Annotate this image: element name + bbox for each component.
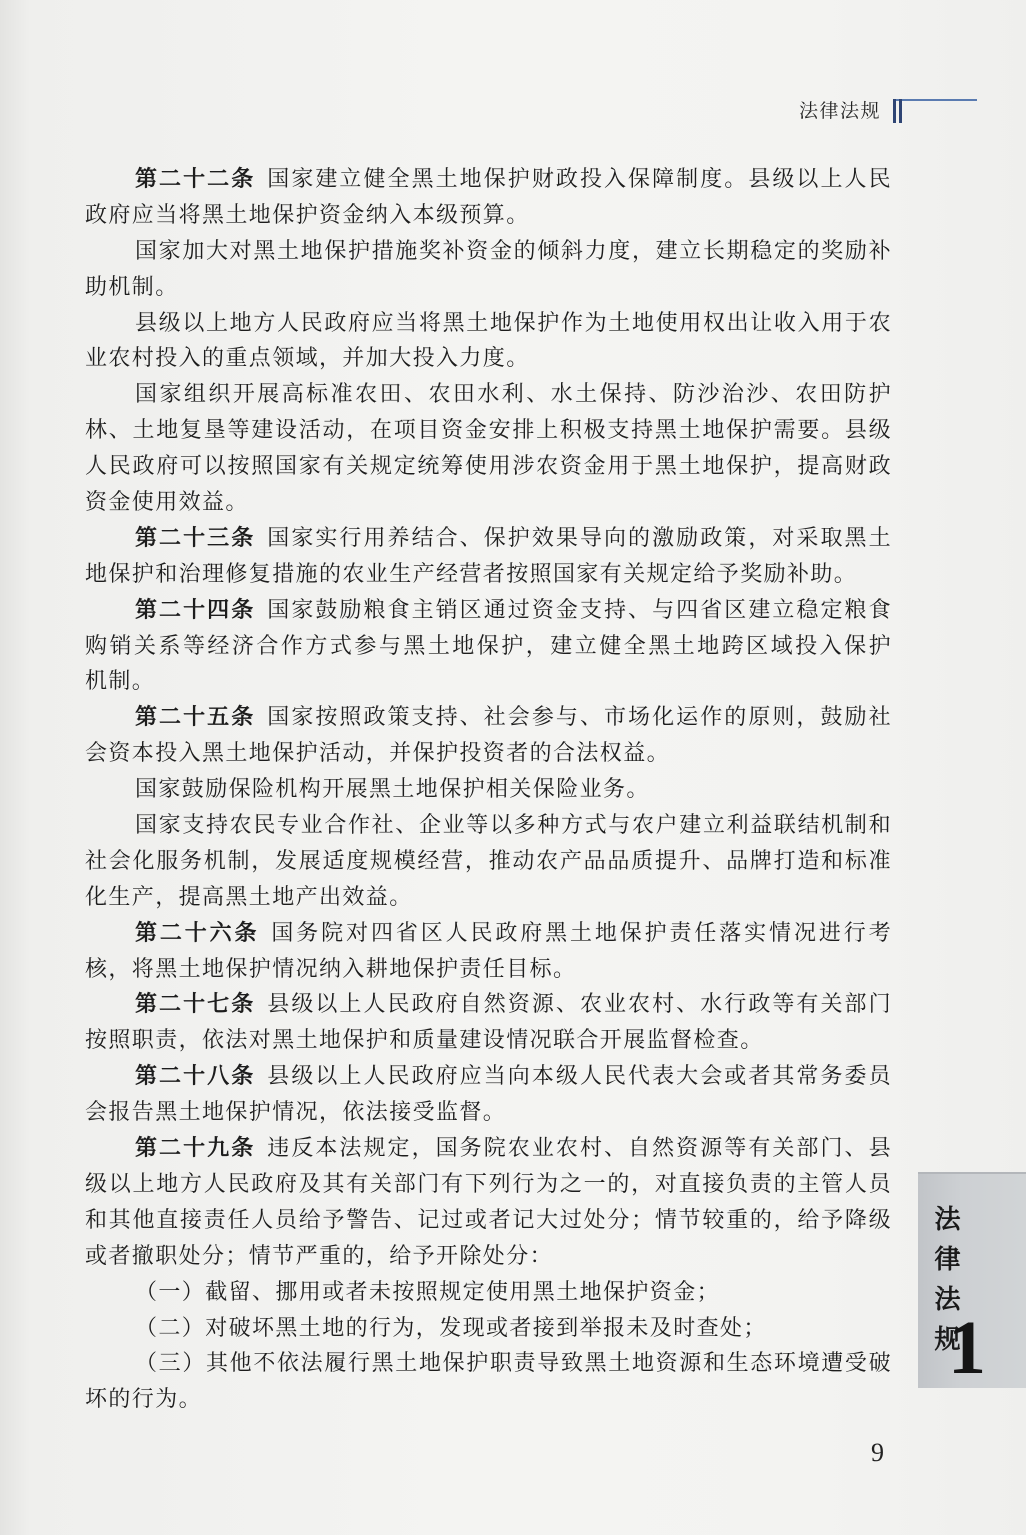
text-line (85, 1059, 892, 1095)
line-text: 违反本法规定，国务院农业农村、自然资源等有关部门、县 (267, 1136, 892, 1162)
text-line (85, 916, 892, 952)
paragraph (85, 808, 892, 916)
text-line: 会报告黑土地保护情况，依法接受监督。 (85, 1100, 507, 1126)
header-bar (899, 99, 902, 123)
article-paragraph (85, 987, 892, 1059)
text-line: （三）其他不依法履行黑土地保护职责导致黑土地资源和生态环境遭受破 (135, 1351, 892, 1377)
paragraph (85, 234, 892, 306)
line-text: 县级以上人民政府应当向本级人民代表大会或者其常务委员 (267, 1064, 892, 1090)
article-paragraph (85, 1131, 892, 1275)
article-number: 第二十八条 (135, 1064, 256, 1090)
article-number: 第二十二条 (135, 167, 256, 192)
line-text: 国务院对四省区人民政府黑土地保护责任落实情况进行考 (271, 920, 892, 946)
article-number: 第二十六条 (135, 920, 260, 946)
text-line: 机制。 (85, 669, 156, 695)
running-header-title: 法律法规 (799, 100, 882, 122)
line-text: 国家鼓励粮食主销区通过资金支持、与四省区建立稳定粮食 (267, 597, 892, 623)
list-item (85, 1311, 892, 1347)
text-line (85, 521, 892, 557)
text-line (85, 700, 892, 736)
line-text: 县级以上人民政府自然资源、农业农村、水行政等有关部门 (267, 992, 892, 1018)
article-paragraph (85, 521, 892, 593)
line-text: 国家按照政策支持、社会参与、市场化运作的原则，鼓励社 (267, 705, 892, 731)
text-line: 业农村投入的重点领域，并加大投入力度。 (85, 346, 530, 372)
paragraph (85, 306, 892, 378)
line-text: 国家实行用养结合、保护效果导向的激励政策，对采取黑土 (267, 525, 892, 551)
text-line: （二）对破坏黑土地的行为，发现或者接到举报未及时查处； (135, 1315, 767, 1341)
article-paragraph (85, 1059, 892, 1131)
text-line: 国家组织开展高标准农田、农田水利、水土保持、防沙治沙、农田防护 (135, 382, 892, 408)
paragraph (85, 772, 892, 808)
page-number: 9 (871, 1438, 884, 1467)
text-line: 会资本投入黑土地保护活动，并保护投资者的合法权益。 (85, 741, 671, 767)
text-line: 和其他直接责任人员给予警告、记过或者记大过处分；情节较重的，给予降级 (85, 1207, 892, 1233)
list-item (85, 1275, 892, 1311)
text-line: （一）截留、挪用或者未按照规定使用黑土地保护资金； (135, 1279, 721, 1305)
header-bar (893, 99, 896, 123)
text-line: 级以上地方人民政府及其有关部门有下列行为之一的，对直接负责的主管人员 (85, 1171, 892, 1197)
thumb-tab-number: 1 (948, 1306, 986, 1390)
article-paragraph (85, 162, 892, 234)
text-line: 国家支持农民专业合作社、企业等以多种方式与农户建立利益联结机制和 (135, 813, 892, 839)
thumb-tab-label: 法律法规 (930, 1205, 960, 1365)
text-line (85, 1131, 892, 1167)
paragraph (85, 377, 892, 521)
article-paragraph (85, 593, 892, 701)
text-line: 坏的行为。 (85, 1387, 203, 1413)
text-line: 资金使用效益。 (85, 490, 249, 516)
text-line: 林、土地复垦等建设活动，在项目资金安排上积极支持黑土地保护需要。县级 (85, 418, 892, 444)
article-paragraph (85, 916, 892, 988)
text-line (85, 593, 892, 629)
text-line: 助机制。 (85, 274, 179, 300)
text-line: 国家鼓励保险机构开展黑土地保护相关保险业务。 (135, 777, 650, 803)
article-number: 第二十三条 (135, 525, 256, 551)
text-line: 购销关系等经济合作方式参与黑土地保护，建立健全黑土地跨区域投入保护 (85, 633, 892, 659)
text-line (85, 987, 892, 1023)
header-rule (893, 99, 977, 101)
section-thumb-tab (918, 1172, 1026, 1388)
list-item (85, 1346, 892, 1418)
article-paragraph (85, 700, 892, 772)
text-line: 国家加大对黑土地保护措施奖补资金的倾斜力度，建立长期稳定的奖励补 (135, 238, 892, 264)
text-line: 或者撤职处分；情节严重的，给予开除处分： (85, 1243, 554, 1269)
text-line: 化生产，提高黑土地产出效益。 (85, 884, 413, 910)
text-line: 地保护和治理修复措施的农业生产经营者按照国家有关规定给予奖励补助。 (85, 561, 858, 587)
text-line (85, 162, 892, 198)
body-text (85, 162, 892, 1418)
article-number: 第二十九条 (135, 1136, 256, 1162)
text-line: 县级以上地方人民政府应当将黑土地保护作为土地使用权出让收入用于农 (135, 310, 892, 336)
text-line: 人民政府可以按照国家有关规定统筹使用涉农资金用于黑土地保护，提高财政 (85, 454, 892, 480)
text-line: 核，将黑土地保护情况纳入耕地保护责任目标。 (85, 956, 577, 982)
article-number: 第二十五条 (135, 705, 256, 731)
article-number: 第二十七条 (135, 992, 256, 1018)
article-number: 第二十四条 (135, 597, 256, 623)
text-line: 社会化服务机制，发展适度规模经营，推动农产品品质提升、品牌打造和标准 (85, 848, 892, 874)
text-line: 政府应当将黑土地保护资金纳入本级预算。 (85, 202, 530, 228)
line-text: 国家建立健全黑土地保护财政投入保障制度。县级以上人民 (267, 167, 892, 192)
text-line: 按照职责，依法对黑土地保护和质量建设情况联合开展监督检查。 (85, 1028, 764, 1054)
